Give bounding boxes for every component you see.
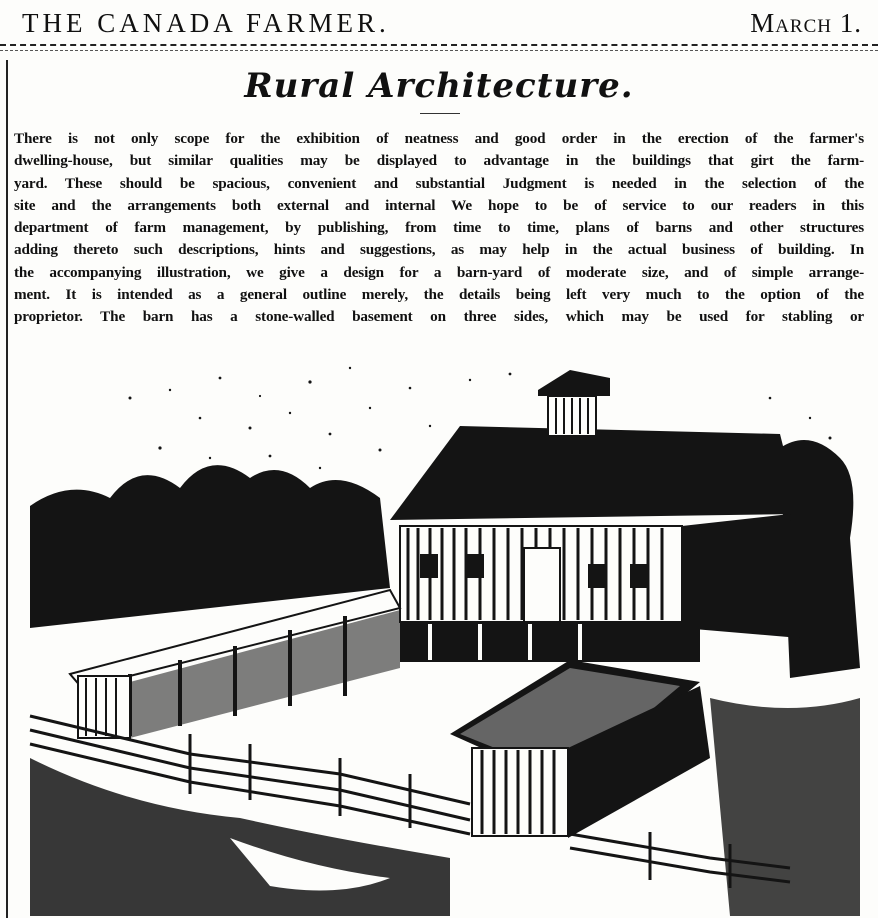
barn-roof	[390, 426, 800, 520]
article-line: site and the arrangements both external and internal We hope to be of service to our readers in this	[14, 196, 864, 214]
small-shed	[450, 660, 710, 838]
article-line: There is not only scope for the exhibition of neatness and good order in the erection of the farmer's	[14, 130, 864, 147]
masthead-rule	[0, 44, 878, 46]
column-border	[6, 60, 8, 918]
barn-illustration	[10, 338, 872, 916]
barn-basement	[400, 622, 700, 662]
cupola	[538, 370, 610, 436]
heading-rule	[420, 113, 460, 114]
article-line: dwelling-house, but similar qualities may be displayed to advantage in the buildings that girt the farm-	[14, 152, 864, 170]
article-line: the accompanying illustration, we give a design for a barn-yard of moderate size, and of simple arrange-	[14, 263, 864, 281]
article-line: adding thereto such descriptions, hints and suggestions, as may help in the actual business of building. In	[14, 241, 864, 259]
article-line: department of farm management, by publishing, from time to time, plans of barns and other structures	[14, 219, 864, 237]
article-line: proprietor. The barn has a stone-walled basement on three sides, which may be used for stabling or	[14, 308, 864, 326]
masthead	[0, 6, 878, 40]
article-line: yard. These should be spacious, convenient and substantial Judgment is needed in the selection of the	[14, 174, 864, 192]
barn-wall	[400, 526, 682, 622]
newspaper-title: THE CANADA FARMER.	[22, 8, 390, 38]
masthead-rule-secondary	[0, 50, 878, 51]
issue-date: March 1.	[750, 8, 862, 38]
article-heading: Rural Architecture.	[244, 66, 634, 106]
article-body	[14, 128, 864, 329]
barn-side	[682, 514, 800, 638]
article-line: ment. It is intended as a general outline merely, the details being left very much to the option of the	[14, 286, 864, 304]
